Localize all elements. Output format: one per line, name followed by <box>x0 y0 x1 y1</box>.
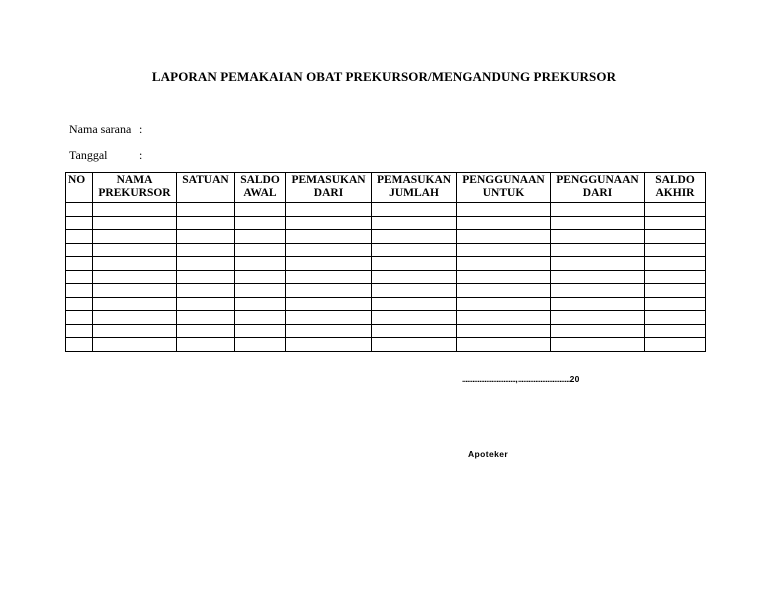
table-cell <box>66 257 93 271</box>
table-cell <box>235 203 286 217</box>
header-line: AKHIR <box>655 187 695 199</box>
table-cell <box>177 270 235 284</box>
table-cell <box>457 270 551 284</box>
table-cell <box>177 338 235 352</box>
table-cell <box>66 311 93 325</box>
table-cell <box>286 324 372 338</box>
table-cell <box>66 243 93 257</box>
header-saldo-awal <box>235 173 286 203</box>
header-line: PREKURSOR <box>98 187 171 199</box>
table-row <box>66 311 706 325</box>
table-cell <box>177 216 235 230</box>
table-cell <box>286 203 372 217</box>
table-cell <box>286 338 372 352</box>
table-cell <box>551 216 645 230</box>
date-dots-right: .............................. <box>517 375 570 384</box>
header-line: AWAL <box>243 187 277 199</box>
table-cell <box>645 324 706 338</box>
table-cell <box>645 203 706 217</box>
table-cell <box>372 297 457 311</box>
report-table <box>65 172 706 352</box>
table-cell <box>286 297 372 311</box>
nama-sarana-label: Nama sarana <box>69 122 132 136</box>
nama-sarana-colon: : <box>139 122 143 136</box>
date-comma: , <box>515 374 518 384</box>
table-row <box>66 216 706 230</box>
header-line: PENGGUNAAN <box>556 174 639 186</box>
header-line: SALDO <box>655 174 695 186</box>
table-cell <box>177 284 235 298</box>
table-cell <box>235 338 286 352</box>
table-cell <box>457 338 551 352</box>
table-cell <box>457 230 551 244</box>
table-cell <box>177 324 235 338</box>
table-cell <box>286 311 372 325</box>
table-cell <box>66 216 93 230</box>
table-cell <box>457 311 551 325</box>
table-row <box>66 270 706 284</box>
table-cell <box>551 284 645 298</box>
header-line: NAMA <box>116 174 153 186</box>
table-cell <box>645 311 706 325</box>
table-cell <box>457 257 551 271</box>
table-cell <box>372 257 457 271</box>
table-cell <box>372 324 457 338</box>
table-cell <box>93 297 177 311</box>
table-cell <box>66 338 93 352</box>
table-row <box>66 257 706 271</box>
table-cell <box>235 257 286 271</box>
table-cell <box>645 216 706 230</box>
table-cell <box>551 338 645 352</box>
header-line: NO <box>68 174 86 186</box>
table-header-row <box>66 173 706 203</box>
header-nama-prekursor <box>93 173 177 203</box>
table-cell <box>93 230 177 244</box>
table-cell <box>66 297 93 311</box>
table-row <box>66 243 706 257</box>
table-cell <box>286 270 372 284</box>
table-cell <box>93 257 177 271</box>
header-line: DARI <box>313 187 344 199</box>
table-row <box>66 284 706 298</box>
table-cell <box>235 324 286 338</box>
table-cell <box>645 230 706 244</box>
table-cell <box>551 230 645 244</box>
table-cell <box>551 257 645 271</box>
table-cell <box>93 270 177 284</box>
table-cell <box>93 324 177 338</box>
header-line: UNTUK <box>482 187 525 199</box>
header-line: JUMLAH <box>389 187 439 199</box>
tanggal-field <box>69 148 142 163</box>
header-pemasukan-dari <box>286 173 372 203</box>
table-cell <box>645 243 706 257</box>
table-cell <box>645 338 706 352</box>
table-cell <box>177 203 235 217</box>
table-cell <box>93 216 177 230</box>
table-cell <box>551 270 645 284</box>
report-title: LAPORAN PEMAKAIAN OBAT PREKURSOR/MENGANDUNG PREKURSOR <box>151 69 617 84</box>
table-cell <box>551 203 645 217</box>
header-satuan <box>177 173 235 203</box>
table-cell <box>457 297 551 311</box>
table-cell <box>235 284 286 298</box>
header-saldo-akhir <box>645 173 706 203</box>
table-cell <box>235 297 286 311</box>
table-cell <box>93 311 177 325</box>
table-cell <box>457 216 551 230</box>
header-penggunaan-untuk <box>457 173 551 203</box>
table-cell <box>177 230 235 244</box>
table-cell <box>551 297 645 311</box>
table-cell <box>66 324 93 338</box>
header-line: PEMASUKAN <box>291 174 366 186</box>
table-row <box>66 338 706 352</box>
table-cell <box>66 203 93 217</box>
header-penggunaan-dari <box>551 173 645 203</box>
nama-sarana-field <box>69 122 142 137</box>
table-cell <box>372 230 457 244</box>
table-cell <box>457 284 551 298</box>
tanggal-label: Tanggal <box>69 148 108 162</box>
table-cell <box>645 297 706 311</box>
table-cell <box>235 216 286 230</box>
table-cell <box>235 270 286 284</box>
table-cell <box>235 243 286 257</box>
table-row <box>66 203 706 217</box>
table-cell <box>372 270 457 284</box>
table-cell <box>372 243 457 257</box>
table-cell <box>286 284 372 298</box>
table-cell <box>66 230 93 244</box>
table-cell <box>177 243 235 257</box>
table-cell <box>372 216 457 230</box>
year-prefix: 20 <box>569 374 580 384</box>
header-line: SATUAN <box>182 174 229 186</box>
table-cell <box>372 284 457 298</box>
table-cell <box>551 324 645 338</box>
table-cell <box>645 257 706 271</box>
table-row <box>66 324 706 338</box>
table-cell <box>93 284 177 298</box>
table-cell <box>177 257 235 271</box>
table-body <box>66 203 706 352</box>
table-cell <box>66 270 93 284</box>
header-line: SALDO <box>240 174 280 186</box>
table-cell <box>286 216 372 230</box>
signer-title: Apoteker <box>468 449 509 459</box>
table-cell <box>372 338 457 352</box>
table-row <box>66 297 706 311</box>
table-row <box>66 230 706 244</box>
tanggal-colon: : <box>139 148 143 162</box>
table-cell <box>645 284 706 298</box>
table-cell <box>286 257 372 271</box>
table-cell <box>93 243 177 257</box>
signature-date-line <box>462 374 580 384</box>
header-line: DARI <box>582 187 613 199</box>
table-cell <box>372 203 457 217</box>
table-cell <box>457 243 551 257</box>
table-cell <box>551 311 645 325</box>
table-cell <box>93 203 177 217</box>
table-cell <box>235 311 286 325</box>
table-cell <box>286 230 372 244</box>
table-cell <box>235 230 286 244</box>
table-cell <box>66 284 93 298</box>
header-line: PENGGUNAAN <box>462 174 545 186</box>
table-cell <box>177 311 235 325</box>
table-cell <box>286 243 372 257</box>
header-line: PEMASUKAN <box>376 174 452 186</box>
header-no <box>66 173 93 203</box>
table-cell <box>457 324 551 338</box>
table-cell <box>177 297 235 311</box>
table-cell <box>551 243 645 257</box>
table-cell <box>645 270 706 284</box>
header-pemasukan-jumlah <box>372 173 457 203</box>
table-cell <box>372 311 457 325</box>
date-dots-left: ............................... <box>462 375 516 384</box>
table-cell <box>93 338 177 352</box>
table-cell <box>457 203 551 217</box>
